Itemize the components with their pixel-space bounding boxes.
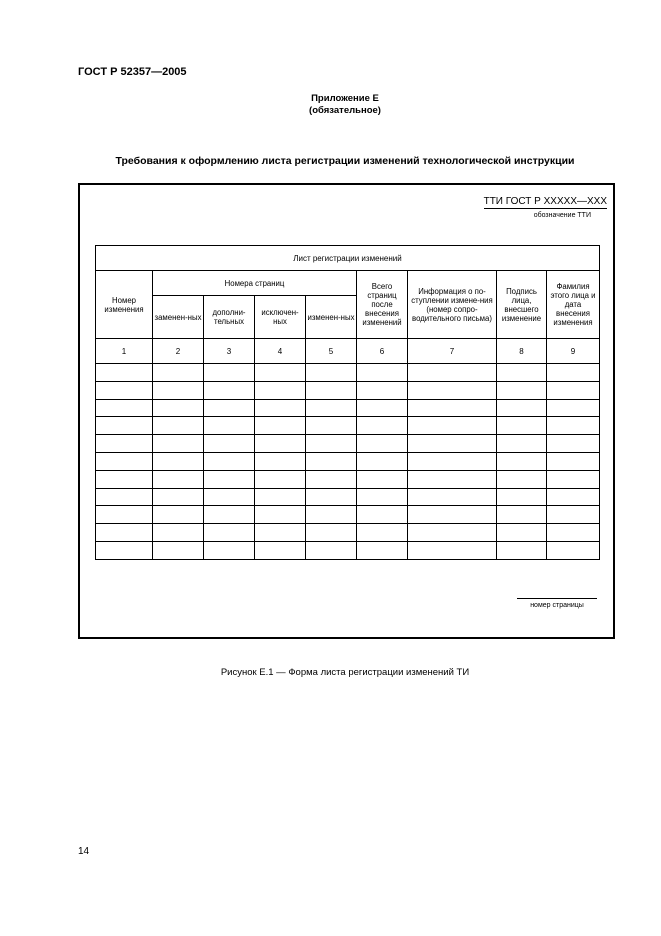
table-cell bbox=[306, 364, 357, 382]
header-surname-date: Фамилия этого лица и дата внесения изменения bbox=[547, 271, 600, 339]
table-cell bbox=[408, 381, 497, 399]
table-cell bbox=[357, 381, 408, 399]
table-cell bbox=[96, 488, 153, 506]
table-cell bbox=[204, 452, 255, 470]
table-cell bbox=[497, 417, 547, 435]
table-cell bbox=[357, 506, 408, 524]
table-cell bbox=[153, 506, 204, 524]
table-cell bbox=[96, 399, 153, 417]
table-row bbox=[96, 524, 600, 542]
table-cell bbox=[255, 506, 306, 524]
table-cell bbox=[96, 470, 153, 488]
table-cell bbox=[306, 470, 357, 488]
table-cell bbox=[96, 364, 153, 382]
table-cell bbox=[96, 506, 153, 524]
table-row bbox=[96, 470, 600, 488]
column-number: 4 bbox=[255, 339, 306, 364]
table-cell bbox=[547, 452, 600, 470]
table-row bbox=[96, 506, 600, 524]
header-excluded: исключен-ных bbox=[255, 296, 306, 339]
designation-value: ТТИ ГОСТ Р XXXXX—XXX bbox=[483, 196, 607, 207]
table-cell bbox=[96, 435, 153, 453]
table-cell bbox=[204, 470, 255, 488]
header-total-pages: Всего страниц после внесения изменений bbox=[357, 271, 408, 339]
table-cell bbox=[153, 364, 204, 382]
table-cell bbox=[96, 524, 153, 542]
table-row bbox=[96, 435, 600, 453]
table-cell bbox=[153, 470, 204, 488]
change-registration-table bbox=[95, 245, 600, 560]
table-cell bbox=[306, 435, 357, 453]
table-cell bbox=[255, 399, 306, 417]
appendix-title: Приложение Е bbox=[311, 93, 379, 104]
column-number: 1 bbox=[96, 339, 153, 364]
table-cell bbox=[408, 541, 497, 559]
table-row bbox=[96, 541, 600, 559]
table-cell bbox=[204, 399, 255, 417]
header-info: Информация о по-ступлении измене-ния (номер сопро-водительного письма) bbox=[408, 271, 497, 339]
table-row bbox=[96, 364, 600, 382]
table-cell bbox=[255, 541, 306, 559]
table-cell bbox=[153, 524, 204, 542]
table-cell bbox=[153, 541, 204, 559]
table-cell bbox=[497, 506, 547, 524]
figure-caption: Рисунок Е.1 — Форма листа регистрации изменений ТИ bbox=[220, 667, 470, 678]
designation-caption: обозначение ТТИ bbox=[533, 212, 591, 219]
table-cell bbox=[357, 541, 408, 559]
table-cell bbox=[153, 488, 204, 506]
table-cell bbox=[96, 417, 153, 435]
table-cell bbox=[306, 524, 357, 542]
table-cell bbox=[547, 399, 600, 417]
table-cell bbox=[204, 435, 255, 453]
table-cell bbox=[306, 452, 357, 470]
table-cell bbox=[255, 470, 306, 488]
table-cell bbox=[306, 417, 357, 435]
appendix-heading bbox=[0, 93, 661, 117]
table-cell bbox=[357, 470, 408, 488]
table-cell bbox=[497, 381, 547, 399]
table-row bbox=[96, 417, 600, 435]
table-cell bbox=[408, 452, 497, 470]
header-change-number: Номер изменения bbox=[96, 271, 153, 339]
table-cell bbox=[255, 364, 306, 382]
table-cell bbox=[204, 541, 255, 559]
table-cell bbox=[357, 524, 408, 542]
table-cell bbox=[153, 417, 204, 435]
table-cell bbox=[306, 381, 357, 399]
column-number: 6 bbox=[357, 339, 408, 364]
table-cell bbox=[255, 417, 306, 435]
table-cell bbox=[204, 506, 255, 524]
page-number-caption: номер страницы bbox=[530, 602, 584, 609]
table-cell bbox=[357, 399, 408, 417]
table-cell bbox=[357, 364, 408, 382]
table-cell bbox=[408, 364, 497, 382]
header-page-numbers: Номера страниц bbox=[153, 271, 357, 296]
table-cell bbox=[204, 364, 255, 382]
table-cell bbox=[306, 488, 357, 506]
table-cell bbox=[408, 488, 497, 506]
table-cell bbox=[204, 417, 255, 435]
table-cell bbox=[153, 399, 204, 417]
table-cell bbox=[255, 488, 306, 506]
table-cell bbox=[497, 435, 547, 453]
table-cell bbox=[204, 488, 255, 506]
form-designation bbox=[484, 196, 607, 219]
document-standard-header: ГОСТ Р 52357—2005 bbox=[78, 66, 187, 78]
table-cell bbox=[497, 470, 547, 488]
table-cell bbox=[408, 524, 497, 542]
blank-rows bbox=[96, 364, 600, 560]
column-number: 8 bbox=[497, 339, 547, 364]
table-cell bbox=[497, 488, 547, 506]
table-row bbox=[96, 488, 600, 506]
header-added: дополни-тельных bbox=[204, 296, 255, 339]
table-cell bbox=[547, 417, 600, 435]
table-cell bbox=[408, 506, 497, 524]
table-cell bbox=[204, 524, 255, 542]
table-cell bbox=[306, 399, 357, 417]
table-cell bbox=[497, 364, 547, 382]
header-changed: изменен-ных bbox=[306, 296, 357, 339]
page-number: 14 bbox=[78, 846, 90, 857]
table-cell bbox=[497, 452, 547, 470]
table-cell bbox=[408, 399, 497, 417]
table-cell bbox=[547, 470, 600, 488]
table-cell bbox=[96, 452, 153, 470]
column-number: 3 bbox=[204, 339, 255, 364]
header-signature: Подпись лица, внесшего изменение bbox=[497, 271, 547, 339]
table-cell bbox=[547, 506, 600, 524]
table-cell bbox=[204, 381, 255, 399]
table-cell bbox=[153, 452, 204, 470]
table-cell bbox=[153, 435, 204, 453]
table-cell bbox=[96, 541, 153, 559]
table-row bbox=[96, 381, 600, 399]
table-title: Лист регистрации изменений bbox=[96, 246, 600, 271]
table-cell bbox=[255, 524, 306, 542]
appendix-status: (обязательное) bbox=[309, 105, 381, 116]
table-cell bbox=[357, 435, 408, 453]
table-cell bbox=[306, 541, 357, 559]
table-cell bbox=[547, 381, 600, 399]
table-cell bbox=[408, 417, 497, 435]
table-cell bbox=[357, 452, 408, 470]
table-cell bbox=[306, 506, 357, 524]
header-replaced: заменен-ных bbox=[153, 296, 204, 339]
column-number: 7 bbox=[408, 339, 497, 364]
column-number: 2 bbox=[153, 339, 204, 364]
section-title: Требования к оформлению листа регистрации изменений технологической инструкции bbox=[115, 155, 575, 167]
table-cell bbox=[497, 524, 547, 542]
table-row bbox=[96, 452, 600, 470]
table-row bbox=[96, 399, 600, 417]
table-cell bbox=[547, 541, 600, 559]
table-cell bbox=[153, 381, 204, 399]
table-cell bbox=[357, 488, 408, 506]
table-cell bbox=[497, 541, 547, 559]
form-frame bbox=[78, 183, 615, 639]
table-cell bbox=[255, 435, 306, 453]
table-cell bbox=[547, 435, 600, 453]
table-cell bbox=[497, 399, 547, 417]
table-cell bbox=[255, 381, 306, 399]
table-cell bbox=[547, 364, 600, 382]
table-cell bbox=[96, 381, 153, 399]
table-cell bbox=[408, 470, 497, 488]
table-cell bbox=[408, 435, 497, 453]
table-cell bbox=[547, 488, 600, 506]
table-cell bbox=[255, 452, 306, 470]
table-cell bbox=[547, 524, 600, 542]
page-number-field bbox=[517, 598, 597, 609]
table-cell bbox=[357, 417, 408, 435]
column-number: 5 bbox=[306, 339, 357, 364]
column-number: 9 bbox=[547, 339, 600, 364]
